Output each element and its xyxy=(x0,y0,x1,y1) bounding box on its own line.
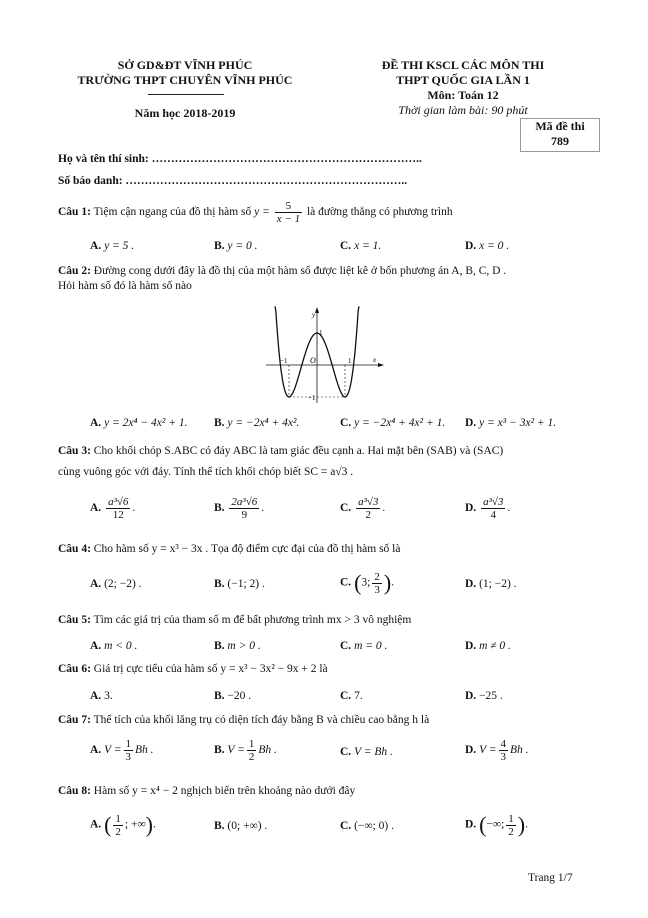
q5-d-text: m ≠ 0 . xyxy=(479,640,511,652)
q2-option-b: B. y = −2x⁴ + 4x². xyxy=(214,417,300,429)
q7-c-text: V = Bh . xyxy=(354,746,393,758)
q3-c-den: 2 xyxy=(365,509,371,521)
q6-text: Giá trị cực tiểu của hàm số y = x³ − 3x² − 9x + 2 là xyxy=(93,663,328,675)
q7-d-den: 3 xyxy=(500,751,507,763)
q4-b-text: (−1; 2) . xyxy=(227,578,265,590)
q3-b-num: 2a³√6 xyxy=(231,496,258,508)
q8-d-den: 2 xyxy=(508,825,514,838)
q4-c-num: 2 xyxy=(374,570,380,583)
q3-text-2: cùng vuông góc với đáy. Tính thể tích khối chóp biết SC = a√3 . xyxy=(58,466,354,478)
y-axis-arrow xyxy=(315,307,319,313)
q4-option-c: C. (3; $\frac{2}{3}$ ). xyxy=(340,570,395,596)
q2-text-1: Đường cong dưới đây là đồ thị của một hàm số được liệt kê ở bốn phương án A, B, C, D . xyxy=(93,265,507,277)
q7-option-c: C. V = Bh . xyxy=(340,746,393,758)
q4-a-text: (2; −2) . xyxy=(104,578,142,590)
q8-text: Hàm số y = x⁴ − 2 nghịch biến trên khoảng nào dưới đây xyxy=(93,785,356,797)
q5-option-c: C. m = 0 . xyxy=(340,640,388,652)
exam-code-label: Mã đề thi xyxy=(535,119,585,133)
q8-option-c: C. (−∞; 0) . xyxy=(340,820,394,832)
q1-option-c: C. x = 1. xyxy=(340,240,382,252)
q3-d-den: 4 xyxy=(490,509,496,521)
q8-a-post: ; +∞ xyxy=(124,818,146,831)
graph-origin-label: O xyxy=(310,356,316,365)
q6-c-text: 7. xyxy=(354,690,363,702)
q8-a-num: 1 xyxy=(115,812,121,825)
question-3 xyxy=(58,441,603,483)
q7-option-d: D. V = $\frac{4}{3}$ Bh . xyxy=(465,738,529,763)
q6-b-text: −20 . xyxy=(227,690,252,702)
q6-d-text: −25 . xyxy=(479,690,503,702)
q5-option-d: D. m ≠ 0 . xyxy=(465,640,511,652)
question-5 xyxy=(58,613,411,628)
q6-option-b: B. −20 . xyxy=(214,690,252,702)
q2-d-text: y = x³ − 3x² + 1. xyxy=(479,417,557,429)
q5-label: Câu 5: xyxy=(58,614,91,626)
q1-c-text: x = 1. xyxy=(354,240,382,252)
q7-label: Câu 7: xyxy=(58,714,91,726)
q4-d-text: (1; −2) . xyxy=(479,578,517,590)
q1-a-text: y = 5 . xyxy=(104,240,135,252)
q1-text-a: Tiệm cận ngang của đồ thị hàm số xyxy=(93,206,252,219)
q8-option-d: D. (−∞; $\frac{1}{2}$ ). xyxy=(465,812,528,838)
school-year: Năm học 2018-2019 xyxy=(134,106,236,120)
q1-b-text: y = 0 . xyxy=(227,240,258,252)
q3-option-b: B. $\frac{\text{2a³√6}}{9}$ . xyxy=(214,496,265,521)
q6-option-a: A. 3. xyxy=(90,690,113,702)
q1-option-d: D. x = 0 . xyxy=(465,240,510,252)
q7-option-b: B. V = $\frac{1}{2}$ Bh . xyxy=(214,738,277,763)
q7-a-pre: V = xyxy=(104,744,122,757)
q2-option-d: D. y = x³ − 3x² + 1. xyxy=(465,417,557,429)
q8-c-text: (−∞; 0) . xyxy=(354,820,394,832)
q5-option-b: B. m > 0 . xyxy=(214,640,261,652)
q7-b-pre: V = xyxy=(227,744,245,757)
candidate-name-line: Họ và tên thí sinh: …………………………………………………………….. xyxy=(58,153,422,165)
q2-option-c: C. y = −2x⁴ + 4x² + 1. xyxy=(340,417,446,429)
exam-code-value: 789 xyxy=(551,134,569,148)
q3-option-c: C. $\frac{\text{a³√3}}{2}$ . xyxy=(340,496,386,521)
graph-y-label: y xyxy=(312,311,316,319)
q5-b-text: m > 0 . xyxy=(227,640,261,652)
q1-frac-num: 5 xyxy=(275,200,302,213)
graph-tick-neg1: −1 xyxy=(280,357,288,365)
q7-a-den: 3 xyxy=(125,751,132,763)
graph-tick-yneg1: −1 xyxy=(308,394,316,402)
q7-text: Thể tích của khối lăng trụ có diện tích đáy bằng B và chiều cao bằng h là xyxy=(93,714,430,726)
exam-time: Thời gian làm bài: 90 phút xyxy=(398,103,528,117)
q1-option-a: A. y = 5 . xyxy=(90,240,135,252)
q4-c-den: 3 xyxy=(374,583,380,596)
q3-option-d: D. $\frac{\text{a³√3}}{4}$ . xyxy=(465,496,511,521)
q7-option-a: A. V = $\frac{1}{3}$ Bh . xyxy=(90,738,154,763)
q4-text: Cho hàm số y = x³ − 3x . Tọa độ điểm cực đại của đồ thị hàm số là xyxy=(93,543,401,555)
q7-d-num: 4 xyxy=(500,738,507,750)
q3-a-den: 12 xyxy=(112,509,124,521)
q8-label: Câu 8: xyxy=(58,785,91,797)
graph-x-label: x xyxy=(373,356,377,364)
header-rule xyxy=(148,94,224,95)
q1-frac-den: x − 1 xyxy=(276,213,301,225)
q6-label: Câu 6: xyxy=(58,663,91,675)
question-7 xyxy=(58,713,429,728)
exam-code-box xyxy=(520,118,600,152)
q1-y-eq: y = xyxy=(254,206,270,219)
q5-option-a: A. m < 0 . xyxy=(90,640,138,652)
question-2 xyxy=(58,264,598,294)
q7-b-post: Bh . xyxy=(258,744,277,757)
school-name: TRƯỜNG THPT CHUYÊN VĨNH PHÚC xyxy=(77,73,293,87)
department-name: SỞ GD&ĐT VĨNH PHÚC xyxy=(117,58,253,72)
q3-d-num: a³√3 xyxy=(483,496,504,508)
candidate-id-line: Số báo danh: ……………………………………………………………….. xyxy=(58,175,408,187)
q7-d-post: Bh . xyxy=(510,744,529,757)
header-left xyxy=(40,58,330,88)
q6-option-c: C. 7. xyxy=(340,690,363,702)
q2-label: Câu 2: xyxy=(58,265,91,277)
q2-c-text: y = −2x⁴ + 4x² + 1. xyxy=(354,417,446,429)
graph-tick-y1: 1 xyxy=(319,329,323,337)
q6-option-d: D. −25 . xyxy=(465,690,503,702)
question-8 xyxy=(58,784,355,799)
q1-option-b: B. y = 0 . xyxy=(214,240,258,252)
exam-subject: Môn: Toán 12 xyxy=(427,88,499,102)
q8-option-a: A. ( $\frac{1}{2}$ ; +∞). xyxy=(90,812,156,838)
q4-option-b: B. (−1; 2) . xyxy=(214,578,265,590)
q1-label: Câu 1: xyxy=(58,206,91,219)
q8-option-b: B. (0; +∞) . xyxy=(214,820,268,832)
q5-c-text: m = 0 . xyxy=(354,640,388,652)
q4-c-pre: 3; xyxy=(361,576,371,589)
question-6 xyxy=(58,662,328,677)
q3-a-num: a³√6 xyxy=(108,496,129,508)
q3-text-1: Cho khối chóp S.ABC có đáy ABC là tam giác đều cạnh a. Hai mặt bên (SAB) và (SAC) xyxy=(93,445,504,457)
q5-text: Tìm các giá trị của tham số m để bất phương trình mx > 3 vô nghiệm xyxy=(93,614,412,626)
q2-b-text: y = −2x⁴ + 4x². xyxy=(227,417,300,429)
q7-b-den: 2 xyxy=(248,751,255,763)
question-4 xyxy=(58,542,400,557)
q3-label: Câu 3: xyxy=(58,445,91,457)
q4-option-a: A. (2; −2) . xyxy=(90,578,142,590)
q7-a-post: Bh . xyxy=(135,744,154,757)
q2-graph xyxy=(262,305,388,405)
x-axis-arrow xyxy=(378,363,384,367)
q7-b-num: 1 xyxy=(248,738,255,750)
q6-a-text: 3. xyxy=(104,690,113,702)
graph-tick-pos1: 1 xyxy=(348,357,352,365)
q4-option-d: D. (1; −2) . xyxy=(465,578,517,590)
q8-d-pre: −∞; xyxy=(486,818,505,831)
q8-a-den: 2 xyxy=(115,825,121,838)
q2-option-a: A. y = 2x⁴ − 4x² + 1. xyxy=(90,417,188,429)
exam-subtitle: THPT QUỐC GIA LẦN 1 xyxy=(396,73,530,87)
q1-text-b: là đường thẳng có phương trình xyxy=(306,206,453,219)
q3-option-a: A. $\frac{\text{a³√6}}{12}$ . xyxy=(90,496,136,521)
q1-fraction xyxy=(275,200,302,225)
q4-label: Câu 4: xyxy=(58,543,91,555)
q1-d-text: x = 0 . xyxy=(479,240,510,252)
q3-b-den: 9 xyxy=(241,509,248,521)
header-right xyxy=(358,58,568,118)
q7-a-num: 1 xyxy=(125,738,132,750)
question-1 xyxy=(58,200,453,225)
q8-b-text: (0; +∞) . xyxy=(227,820,268,832)
q5-a-text: m < 0 . xyxy=(104,640,138,652)
q8-d-num: 1 xyxy=(508,812,514,825)
q3-c-num: a³√3 xyxy=(358,496,379,508)
exam-title: ĐỀ THI KSCL CÁC MÔN THI xyxy=(381,58,545,72)
q7-d-pre: V = xyxy=(479,744,497,757)
q2-text-2: Hỏi hàm số đó là hàm số nào xyxy=(58,280,192,292)
q2-a-text: y = 2x⁴ − 4x² + 1. xyxy=(104,417,188,429)
page-number: Trang 1/7 xyxy=(528,872,573,884)
